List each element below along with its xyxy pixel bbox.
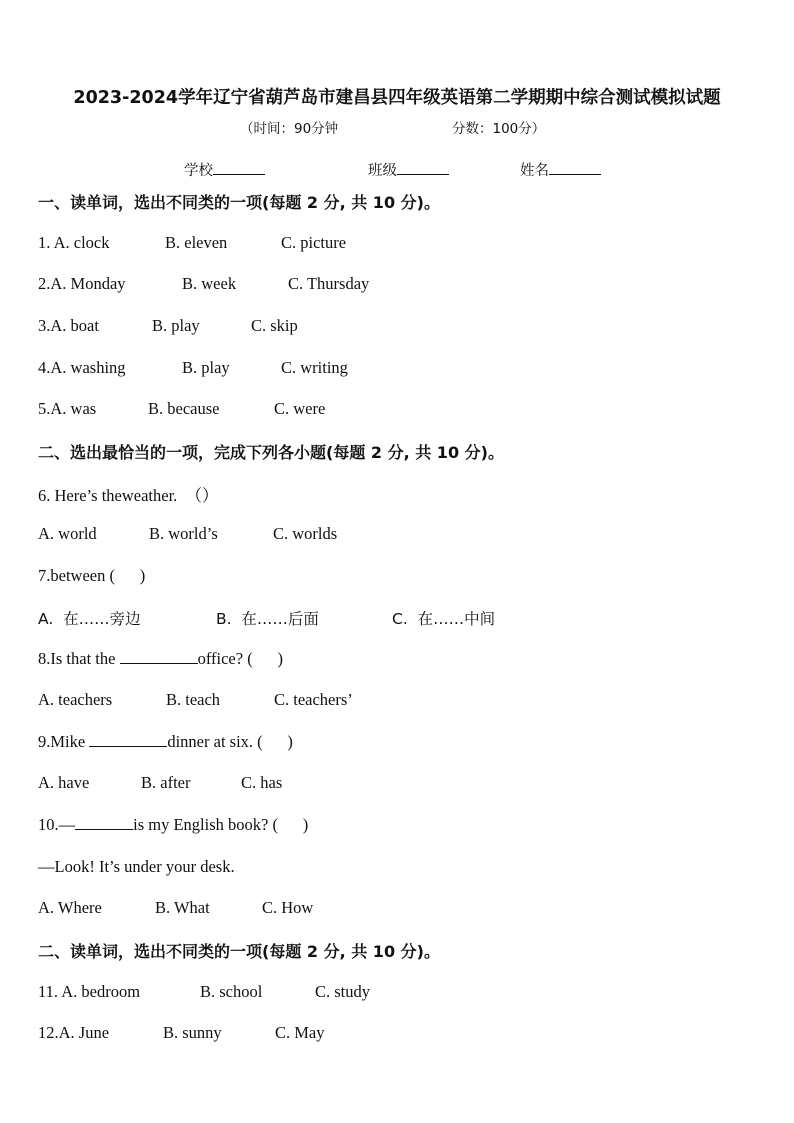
q7-option-b: B. 在……后面 bbox=[216, 610, 319, 628]
q8-stem-end: office? ( ) bbox=[197, 649, 283, 668]
q3-option-b: B. play bbox=[152, 316, 200, 335]
q8-stem-start: 8.Is that the bbox=[38, 649, 120, 668]
q2-option-b: B. week bbox=[182, 274, 237, 293]
q4-option-a: 4.A. washing bbox=[38, 358, 126, 377]
q12-option-c: C. May bbox=[275, 1023, 325, 1042]
q10-option-c: C. How bbox=[262, 898, 314, 917]
q11-option-b: B. school bbox=[200, 982, 263, 1001]
name-blank bbox=[549, 160, 601, 175]
q5-option-b: B. because bbox=[148, 399, 220, 418]
name-field bbox=[520, 159, 601, 180]
q9-option-a: A. have bbox=[38, 773, 90, 792]
class-blank bbox=[397, 160, 449, 175]
q9-option-c: C. has bbox=[241, 773, 283, 792]
school-field bbox=[184, 159, 265, 180]
q2-option-c: C. Thursday bbox=[288, 274, 370, 293]
q10-option-a: A. Where bbox=[38, 898, 102, 917]
q11-option-a: 11. A. bedroom bbox=[38, 982, 141, 1001]
q2-option-a: 2.A. Monday bbox=[38, 274, 126, 293]
q12-option-b: B. sunny bbox=[163, 1023, 222, 1042]
q5-option-a: 5.A. was bbox=[38, 399, 97, 418]
q10-stem-start: 10.— bbox=[38, 815, 76, 834]
q10-reply: —Look! It’s under your desk. bbox=[38, 857, 235, 876]
q8-option-a: A. teachers bbox=[38, 690, 113, 709]
q8-option-c: C. teachers’ bbox=[274, 690, 353, 709]
q9-option-b: B. after bbox=[141, 773, 191, 792]
section-3-heading: 二、读单词，选出不同类的一项(每题 2 分, 共 10 分)。 bbox=[38, 942, 440, 961]
q6-option-c: C. worlds bbox=[273, 524, 338, 543]
page-title: 2023-2024学年辽宁省葫芦岛市建昌县四年级英语第二学期期中综合测试模拟试题 bbox=[73, 88, 721, 108]
q1-option-c: C. picture bbox=[281, 233, 347, 252]
q7-stem: 7.between ( ) bbox=[38, 566, 146, 585]
q7-option-c: C. 在……中间 bbox=[392, 610, 496, 628]
q9-stem bbox=[38, 732, 293, 752]
q1-option-a: 1. A. clock bbox=[38, 233, 110, 252]
q8-blank bbox=[120, 649, 198, 664]
time-info: （时间：90分钟 bbox=[240, 121, 339, 137]
q4-option-b: B. play bbox=[182, 358, 230, 377]
q10-stem-end: is my English book? ( ) bbox=[133, 815, 309, 834]
q10-stem bbox=[38, 815, 308, 835]
school-label: 学校 bbox=[184, 163, 213, 179]
q4-option-c: C. writing bbox=[281, 358, 348, 377]
class-label: 班级 bbox=[368, 163, 397, 179]
q5-option-c: C. were bbox=[274, 399, 326, 418]
name-label: 姓名 bbox=[520, 163, 549, 179]
q6-option-a: A. world bbox=[38, 524, 97, 543]
score-info: 分数：100分） bbox=[452, 121, 546, 137]
q12-option-a: 12.A. June bbox=[38, 1023, 110, 1042]
class-field bbox=[368, 159, 449, 180]
q10-blank bbox=[75, 815, 133, 830]
q11-option-c: C. study bbox=[315, 982, 371, 1001]
section-2-heading: 二、选出最恰当的一项，完成下列各小题(每题 2 分, 共 10 分)。 bbox=[38, 443, 504, 462]
q8-stem bbox=[38, 649, 283, 669]
q8-option-b: B. teach bbox=[166, 690, 221, 709]
q10-option-b: B. What bbox=[155, 898, 210, 917]
q3-option-a: 3.A. boat bbox=[38, 316, 99, 335]
q9-stem-end: dinner at six. ( ) bbox=[167, 732, 293, 751]
q3-option-c: C. skip bbox=[251, 316, 298, 335]
school-blank bbox=[213, 160, 265, 175]
q7-option-a: A. 在……旁边 bbox=[38, 610, 141, 628]
q6-stem: 6. Here’s theweather. （） bbox=[38, 486, 219, 505]
section-1-heading: 一、读单词，选出不同类的一项(每题 2 分, 共 10 分)。 bbox=[38, 193, 440, 212]
q6-option-b: B. world’s bbox=[149, 524, 218, 543]
q1-option-b: B. eleven bbox=[165, 233, 228, 252]
q9-blank bbox=[89, 732, 167, 747]
q9-stem-start: 9.Mike bbox=[38, 732, 90, 751]
